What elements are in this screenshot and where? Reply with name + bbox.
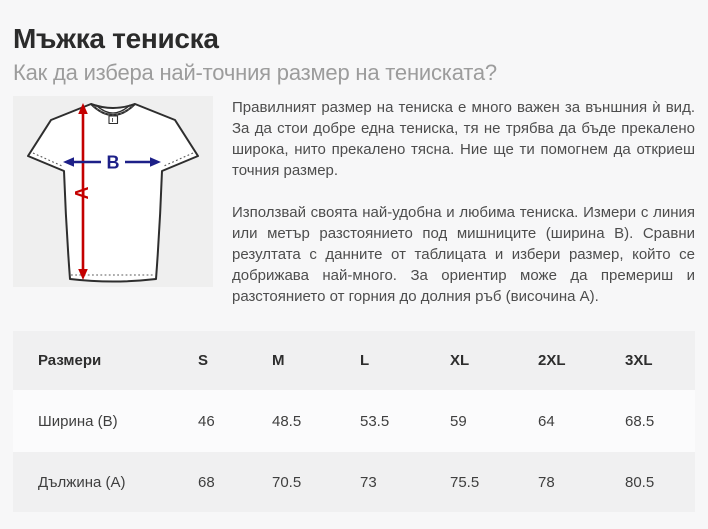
- length-value-l: 73: [360, 473, 377, 491]
- intro-section: [13, 96, 695, 328]
- width-value-s: 46: [198, 412, 215, 430]
- width-value-xl: 59: [450, 412, 467, 430]
- table-row-length: [13, 452, 695, 512]
- length-value-3xl: 80.5: [625, 473, 655, 491]
- height-label-a: A: [72, 186, 92, 200]
- size-table-header-2xl: 2XL: [538, 352, 566, 369]
- length-value-s: 68: [198, 473, 215, 491]
- width-label-b: B: [106, 152, 120, 173]
- intro-paragraph-2: Използвай своята най-удобна и любима тениска. Измери с линия или метър разстоянието под мишниците (ширина B). Сравни резултата с данните от таблицата и избери размер, който се добрижава най-много. За ориентир може да премериш и разстоянието от горния до долния ръб (височина А).: [232, 204, 695, 305]
- width-value-2xl: 64: [538, 412, 555, 430]
- intro-text: [232, 96, 695, 328]
- tshirt-diagram-image: [13, 96, 213, 287]
- size-table-header-l: L: [360, 352, 370, 369]
- row-label-length: Дължина (A): [38, 473, 126, 491]
- length-value-xl: 75.5: [450, 473, 480, 491]
- size-table-header-sizes: Размери: [38, 352, 102, 369]
- length-value-m: 70.5: [272, 473, 302, 491]
- table-row-width: [13, 390, 695, 452]
- tshirt-outline-icon: [28, 104, 198, 282]
- size-table-header-3xl: 3XL: [625, 352, 653, 369]
- size-table-header-m: M: [272, 352, 285, 369]
- tshirt-measurement-diagram: [13, 96, 213, 287]
- page-title: Мъжка тениска: [13, 23, 219, 54]
- width-value-3xl: 68.5: [625, 412, 655, 430]
- length-value-2xl: 78: [538, 473, 555, 491]
- size-table-header-row: [13, 331, 695, 390]
- width-value-l: 53.5: [360, 412, 390, 430]
- size-table-header-s: S: [198, 352, 209, 369]
- intro-paragraph-1: Правилният размер на тениска е много важен за външния ѝ вид. За да стои добре една тениска, тя не трябва да бъде прекалено широка, нито прекалено тясна. Ние ще ти помогнем да откриеш точния размер.: [232, 99, 695, 179]
- width-value-m: 48.5: [272, 412, 302, 430]
- size-table-header-xl: XL: [450, 352, 470, 369]
- size-table: [13, 331, 695, 512]
- page-header: [13, 0, 695, 86]
- row-label-width: Ширина (B): [38, 412, 118, 430]
- page-subtitle: Как да избера най-точния размер на тениската?: [13, 60, 497, 85]
